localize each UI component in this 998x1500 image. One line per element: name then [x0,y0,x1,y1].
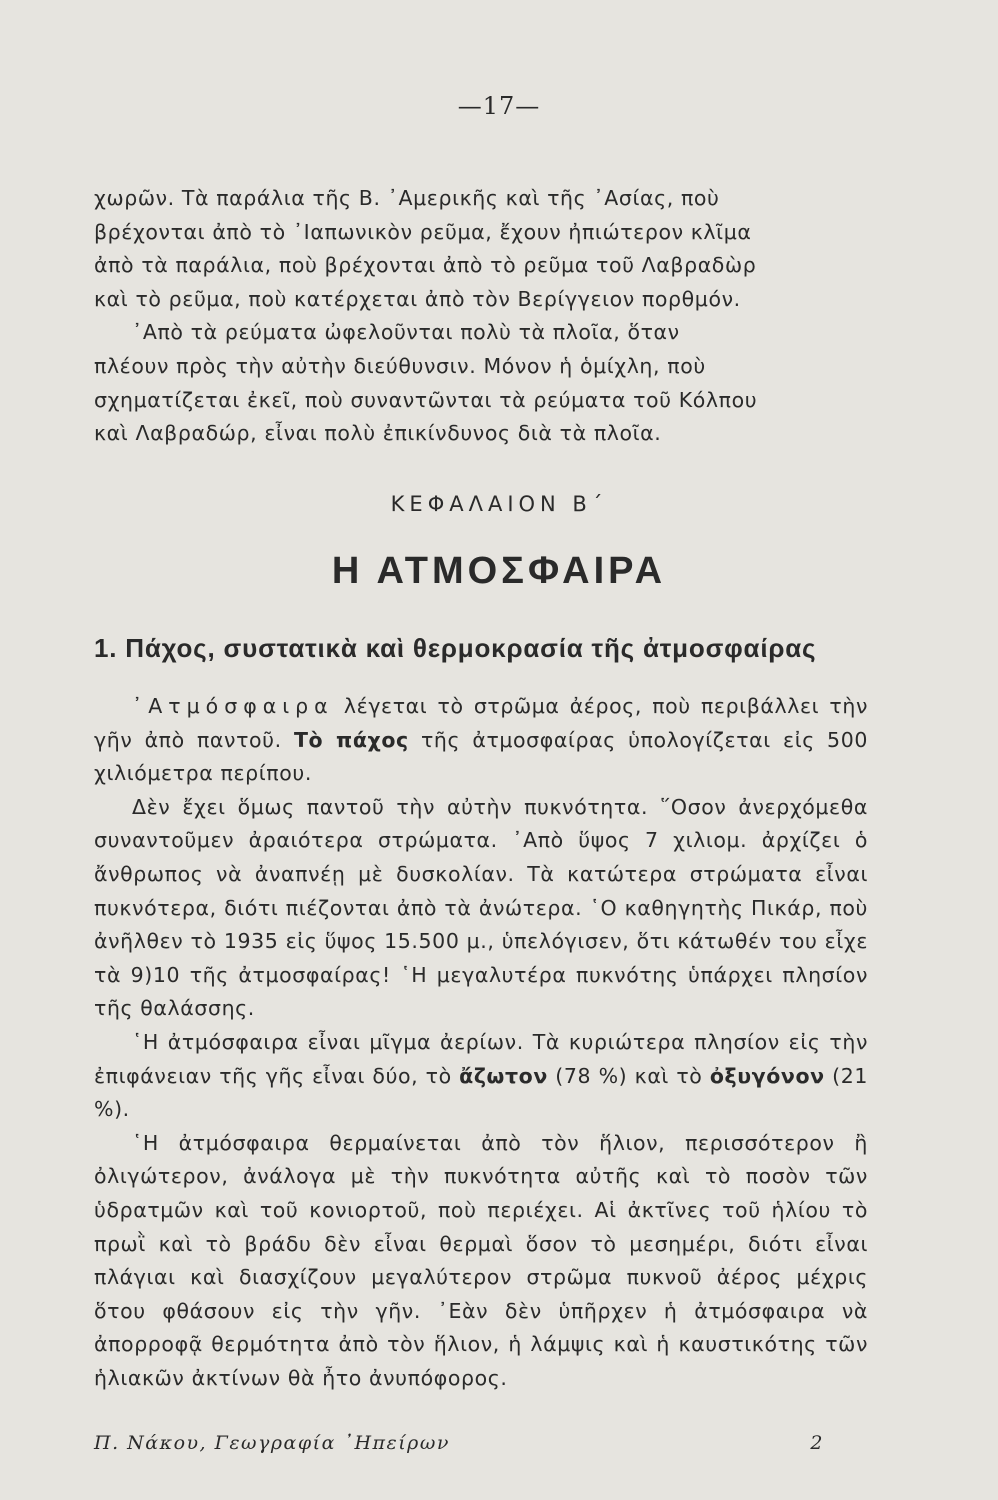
text-line: ἀπὸ τὰ παράλια, ποὺ βρέχονται ἀπὸ τὸ ρεῦμα τοῦ Λαβραδὼρ [94,253,757,278]
body-paragraph-2: Δὲν ἔχει ὅμως παντοῦ τὴν αὐτὴν πυκνότητα. ῞Οσον ἀνερχόμεθα συναντοῦμεν ἀραιότερα στρώματα. ᾽Απὸ ὕψος 7 χιλιομ. ἀρχίζει ὁ ἄνθρωπος νὰ ἀναπνέῃ μὲ δυσκολίαν. Τὰ κατώτερα στρώματα εἶναι πυκνότερα, διότι πιέζονται ἀπὸ τὰ ἀνώτερα. ῾Ο καθηγητὴς Πικάρ, ποὺ ἀνῆλθεν τὸ 1935 εἰς ὕψος 15.500 μ., ὑπελόγισεν, ὅτι κάτωθέν του εἶχε τὰ 9)10 τῆς ἀτμοσφαίρας! ῾Η μεγαλυτέρα πυκνότης ὑπάρχει πλησίον τῆς θαλάσσης. [94,794,868,1021]
text-line: καὶ Λαβραδώρ, εἶναι πολὺ ἐπικίνδυνος διὰ τὰ πλοῖα. [94,421,662,446]
text-run: ῾Η ἀτμόσφαιρα εἶναι μῖγμα ἀερίων. Τὰ κυριώτερα πλησίον εἰς τὴν ἐπιφάνειαν τῆς γῆς εἶναι δύο, τὸ [94,1029,868,1088]
term-thickness: Τὸ πάχος [293,727,409,752]
section-heading: 1. Πάχος, συστατικὰ καὶ θερμοκρασία τῆς ἀτμοσφαίρας [94,633,817,663]
footer-signature: Π. Νάκου, Γεωγραφία ᾽Ηπείρων [94,1432,450,1454]
term-oxygen: ὀξυγόνον [709,1063,825,1088]
body-paragraph-4: ῾Η ἀτμόσφαιρα θερμαίνεται ἀπὸ τὸν ἥλιον, περισσότερον ἢ ὀλιγώτερον, ἀνάλογα μὲ τὴν πυκνότητα αὐτῆς καὶ τὸ ποσὸν τῶν ὑδρατμῶν καὶ τοῦ κονιορτοῦ, ποὺ περιέχει. Αἱ ἀκτῖνες τοῦ ἡλίου τὸ πρωῒ καὶ τὸ βράδυ δὲν εἶναι θερμαὶ ὅσον τὸ μεσημέρι, διότι εἶναι πλάγιαι καὶ διασχίζουν μεγαλύτερον στρῶμα πυκνοῦ ἀέρος μέχρις ὅτου φθάσουν εἰς τὴν γῆν. ᾽Εὰν δὲν ὑπῆρχεν ἡ ἀτμόσφαιρα νὰ ἀπορροφᾷ θερμότητα ἀπὸ τὸν ἥλιον, ἡ λάμψις καὶ ἡ καυστικότης τῶν ἡλιακῶν ἀκτίνων θὰ ἦτο ἀνυπόφορος. [94,1130,868,1390]
chapter-label: ΚΕΦΑΛΑΙΟΝ Β΄ [390,492,608,516]
body-paragraph-3 [94,1026,868,1127]
text-run: λέγεται τὸ στρῶμα ἀέρος, ποὺ περιβάλλει τὴν γῆν ἀπὸ παντοῦ. [94,694,868,752]
text-line: χωρῶν. Τὰ παράλια τῆς Β. ᾽Αμερικῆς καὶ τῆς ᾽Ασίας, ποὺ [94,186,720,210]
sheet-number: 2 [810,1432,824,1454]
text-line: ᾽Απὸ τὰ ρεύματα ὠφελοῦνται πολὺ τὰ πλοῖα, ὅταν [132,320,680,345]
term-nitrogen: ἄζωτον [459,1063,548,1088]
text-run: τῆς ἀτμοσφαίρας ὑπολογίζεται εἰς 500 χιλιόμετρα περίπου. [94,727,868,786]
body-paragraph-1 [94,690,868,791]
text-run: (21 %). [94,1063,869,1122]
page-number: —17— [457,92,541,120]
text-line: πλέουν πρὸς τὴν αὐτὴν διεύθυνσιν. Μόνον ἡ ὁμίχλη, ποὺ [94,353,706,378]
text-line: σχηματίζεται ἐκεῖ, ποὺ συναντῶνται τὰ ρεύματα τοῦ Κόλπου [94,387,758,412]
text-line: βρέχονται ἀπὸ τὸ ᾽Ιαπωνικὸν ρεῦμα, ἔχουν ἠπιώτερον κλῖμα [94,219,752,244]
term-atmosphere: ᾽Ατμόσφαιρα [132,694,334,718]
footer-signature-line [94,1432,824,1454]
intro-paragraph-1 [94,182,868,316]
intro-paragraph-2 [94,316,868,450]
intro-text [94,182,868,451]
body-text [94,690,868,1395]
text-line: καὶ τὸ ρεῦμα, ποὺ κατέρχεται ἀπὸ τὸν Βερίγγειον πορθμόν. [94,286,741,311]
chapter-title: Η ΑΤΜΟΣΦΑΙΡΑ [331,550,667,592]
text-run: (78 %) καὶ τὸ [547,1063,710,1088]
